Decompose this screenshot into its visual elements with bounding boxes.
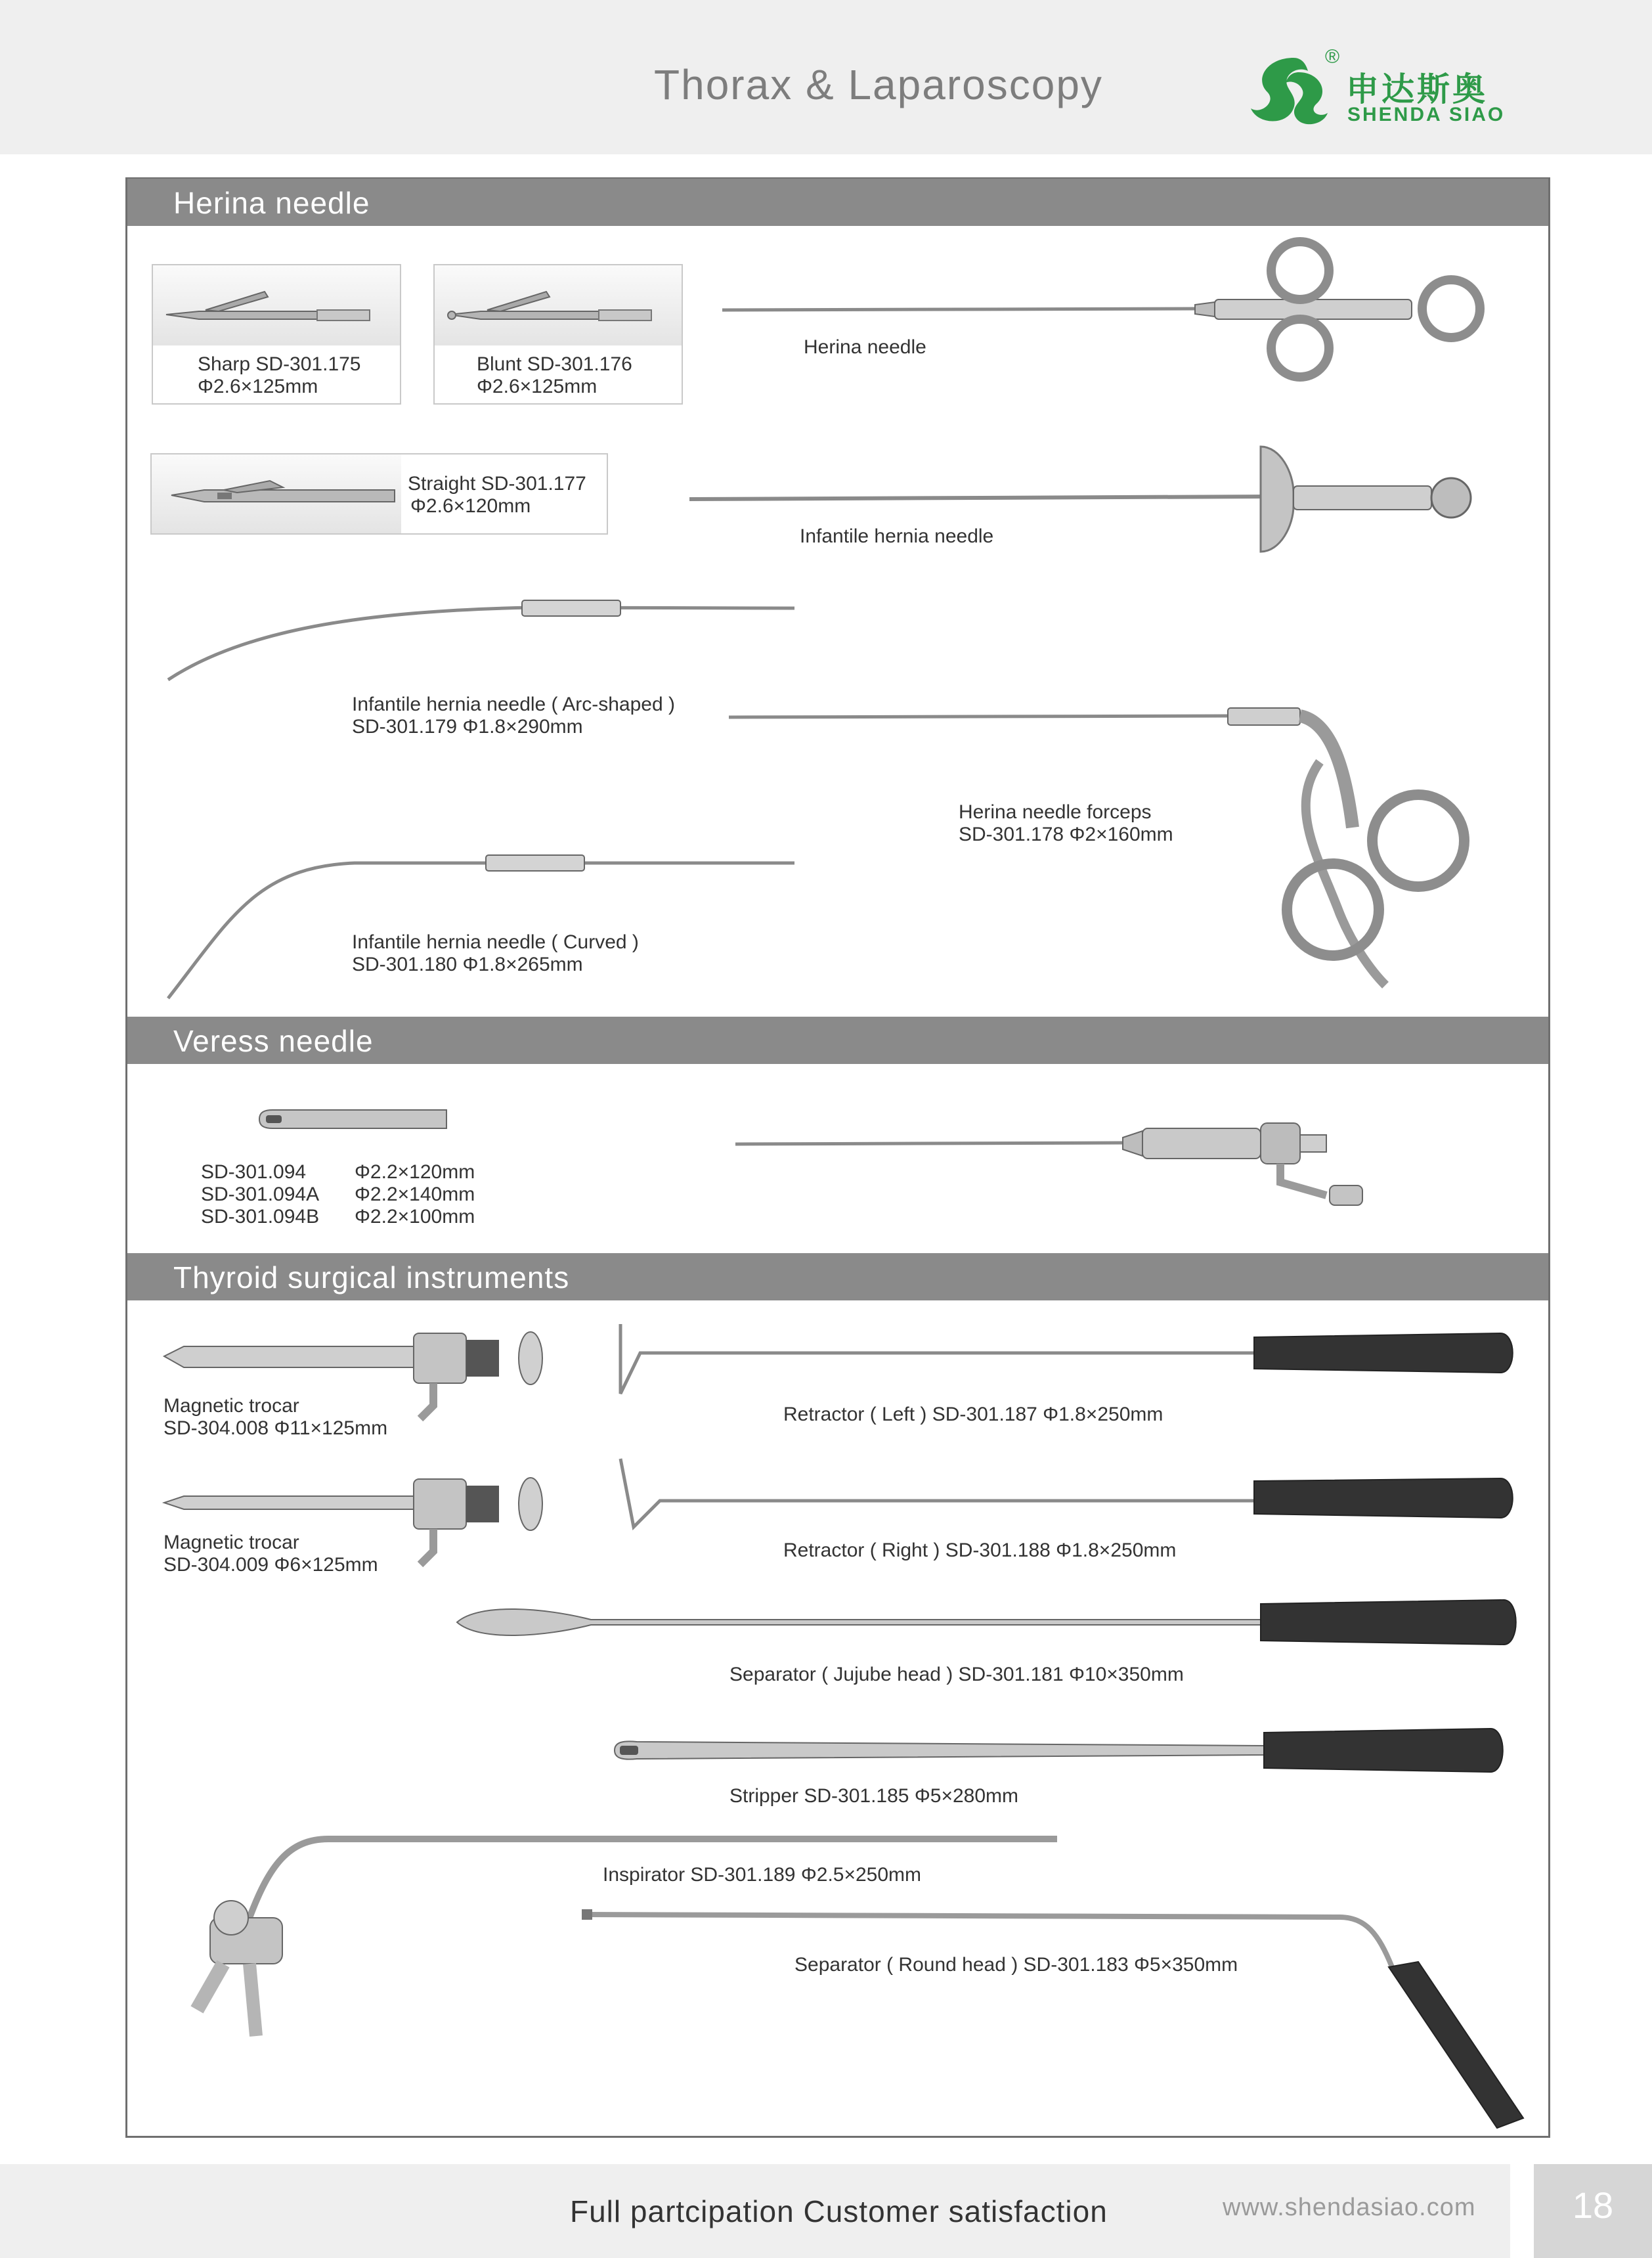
forceps-image xyxy=(729,696,1517,998)
section-band-veress xyxy=(127,1017,1548,1064)
herina-needle-label: Herina needle xyxy=(804,336,926,358)
registered-mark: ® xyxy=(1325,46,1340,68)
section-band-hernia xyxy=(127,179,1548,226)
footer-website-link[interactable]: www.shendasiao.com xyxy=(1223,2194,1476,2221)
sharp-tip-image xyxy=(153,265,400,345)
separator-round-image xyxy=(578,1901,1523,2131)
forceps-label: Herina needle forceps SD-301.178 Φ2×160mm xyxy=(959,801,1173,845)
thumb-blunt xyxy=(433,264,683,405)
section-title-thyroid: Thyroid surgical instruments xyxy=(173,1260,570,1295)
blunt-line2: Φ2.6×125mm xyxy=(477,376,598,397)
page-number: 18 xyxy=(1572,2184,1614,2226)
brand-name-cn: 申达斯奥 xyxy=(1346,70,1488,108)
brand-logo-icon xyxy=(1248,53,1333,131)
separator-round-label: Separator ( Round head ) SD-301.183 Φ5×350mm xyxy=(794,1954,1238,1976)
veress-sizes xyxy=(355,1161,475,1228)
section-band-thyroid xyxy=(127,1253,1548,1300)
arc-needle-label: Infantile hernia needle ( Arc-shaped ) SD-301.179 Φ1.8×290mm xyxy=(352,694,675,738)
retractor-left-label: Retractor ( Left ) SD-301.187 Φ1.8×250mm xyxy=(783,1404,1163,1425)
stripper-image xyxy=(611,1721,1510,1780)
veress-codes xyxy=(201,1161,319,1228)
section-title-veress: Veress needle xyxy=(173,1024,374,1058)
retractor-right-label: Retractor ( Right ) SD-301.188 Φ1.8×250mm xyxy=(783,1539,1177,1561)
veress-size-3: Φ2.2×100mm xyxy=(355,1206,475,1228)
separator-jujube-label: Separator ( Jujube head ) SD-301.181 Φ10×350mm xyxy=(729,1664,1184,1685)
trocar-2-label: Magnetic trocar SD-304.009 Φ6×125mm xyxy=(163,1532,378,1576)
veress-size-2: Φ2.2×140mm xyxy=(355,1184,475,1205)
curved-needle-label: Infantile hernia needle ( Curved ) SD-301.180 Φ1.8×265mm xyxy=(352,931,639,975)
veress-code-1: SD-301.094 xyxy=(201,1161,307,1183)
footer-slogan: Full partcipation Customer satisfaction xyxy=(570,2194,1108,2228)
veress-needle-image xyxy=(735,1103,1392,1215)
veress-code-3: SD-301.094B xyxy=(201,1206,320,1228)
straight-line1: Straight SD-301.177 xyxy=(408,473,586,495)
arc-needle-image xyxy=(164,585,801,690)
page-title: Thorax & Laparoscopy xyxy=(654,61,1103,108)
blunt-tip-image xyxy=(435,265,682,345)
veress-tip-image xyxy=(253,1105,450,1134)
herina-needle-image xyxy=(722,243,1497,387)
straight-line2: Φ2.6×120mm xyxy=(410,495,531,517)
retractor-right-image xyxy=(614,1455,1520,1534)
veress-code-2: SD-301.094A xyxy=(201,1184,320,1205)
blunt-line1: Blunt SD-301.176 xyxy=(477,353,632,375)
sharp-line2: Φ2.6×125mm xyxy=(198,376,318,397)
sharp-line1: Sharp SD-301.175 xyxy=(198,353,361,375)
thumb-straight xyxy=(150,453,608,535)
brand-name-en: SHENDA SIAO xyxy=(1347,104,1506,125)
curved-needle-image xyxy=(164,821,801,1005)
infantile-needle-label: Infantile hernia needle xyxy=(800,525,994,547)
trocar-1-label: Magnetic trocar SD-304.008 Φ11×125mm xyxy=(163,1395,388,1439)
stripper-label: Stripper SD-301.185 Φ5×280mm xyxy=(729,1785,1018,1807)
thumb-sharp xyxy=(152,264,401,405)
section-title-hernia: Herina needle xyxy=(173,186,370,220)
retractor-left-image xyxy=(614,1320,1520,1399)
separator-jujube-image xyxy=(453,1589,1523,1655)
veress-size-1: Φ2.2×120mm xyxy=(355,1161,475,1183)
inspirator-label: Inspirator SD-301.189 Φ2.5×250mm xyxy=(603,1864,922,1886)
straight-tip-image xyxy=(152,454,401,533)
